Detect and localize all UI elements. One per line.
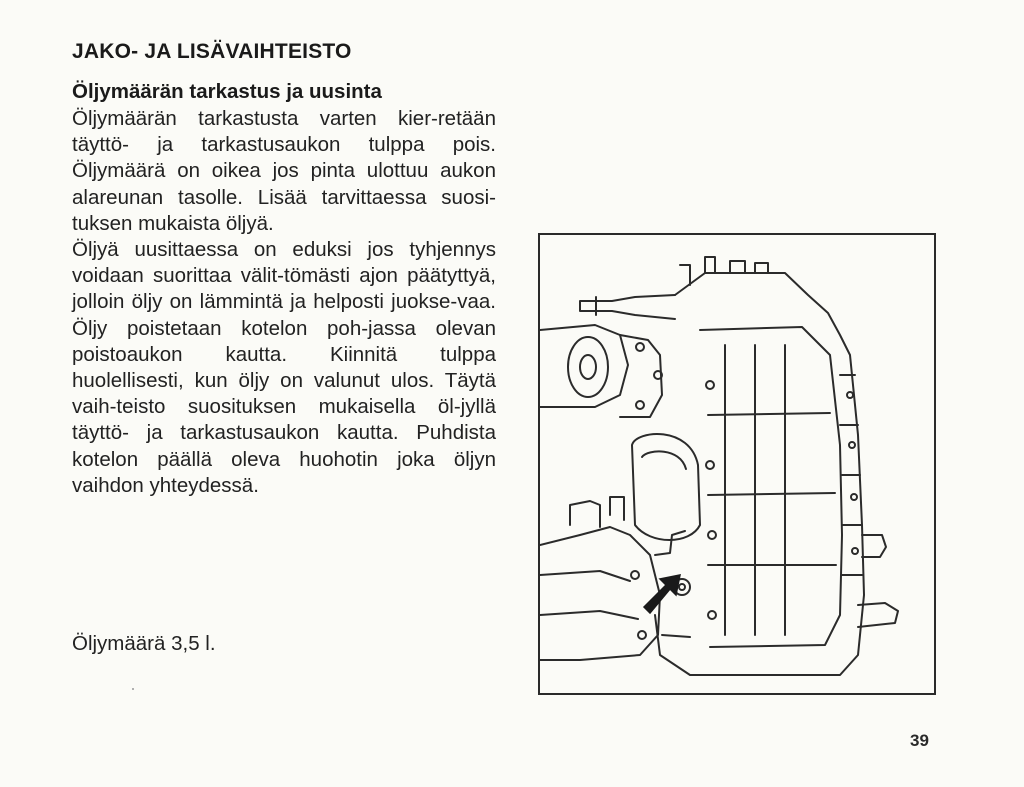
section-heading: JAKO- JA LISÄVAIHTEISTO — [72, 40, 352, 63]
body-text — [72, 106, 496, 499]
paragraph-oil-change: Öljyä uusittaessa on eduksi jos tyhjennys voidaan suorittaa välit-tömästi ajon päätyttyä, jolloin öljy on lämmintä ja helposti juokse-vaa. Öljy poistetaan kotelon poh-jassa olevan poistoaukon kautta. Kiinnitä tulppa huolellisesti, kun öljy on valunut ulos. Täytä vaih-teisto suosituksen mukaisella öl-jyllä täyttö- ja tarkastusaukon kautta. Puhdista kotelon päällä oleva huohotin joka öljyn vaihdon yhteydessä. — [72, 238, 496, 497]
fill-plug-arrow-icon — [644, 575, 680, 613]
subsection-heading: Öljymäärän tarkastus ja uusinta — [72, 80, 382, 103]
print-speck — [132, 688, 134, 690]
transfer-case-figure — [538, 233, 936, 695]
page-number: 39 — [910, 731, 929, 750]
oil-amount: Öljymäärä 3,5 l. — [72, 632, 216, 655]
paragraph-oil-check: Öljymäärän tarkastusta varten kier-retään täyttö- ja tarkastusaukon tulppa pois. Öljymäärä on oikea jos pinta ulottuu aukon alareunan tasolle. Lisää tarvittaessa suosi-tuksen mukaista öljyä. — [72, 107, 496, 235]
transfer-case-illustration-icon — [540, 235, 936, 695]
